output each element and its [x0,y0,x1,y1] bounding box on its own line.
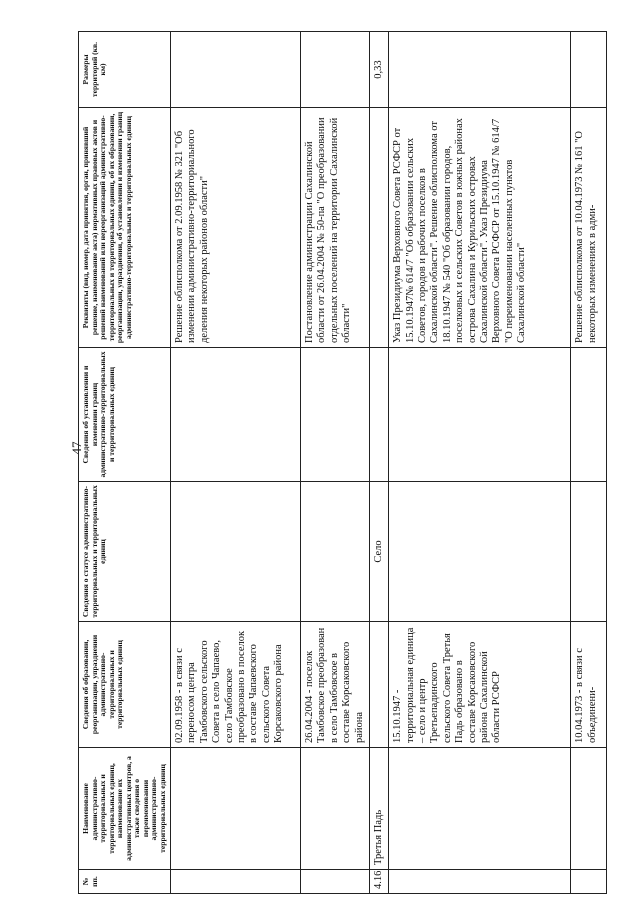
cell-area: 0,33 [369,32,388,108]
cell-acts: Решение облисполкома от 10.04.1973 № 161 "О некоторых изменениях в адми- [571,108,607,348]
cell-formation: 10.04.1973 - в связи с объединени- [571,622,607,748]
table-header-row [79,32,171,894]
cell-area [389,32,571,108]
cell-number [301,870,370,894]
cell-formation: 02.09.1958 - в связи с переносом центра Тамбовского сельского Совета в село Чапаево, село Тамбовское преобразовано в поселок в составе Чапаевского сельского Совета Корсаковского района [171,622,301,748]
header-formation: Сведения об образовании, реорганизации, упразднении административно-территориальных и территориальных единиц [79,622,171,748]
rotated-table-container [78,32,608,894]
territorial-units-table [78,31,607,894]
header-status: Сведения о статусе административно-территориальных и территориальных единиц [79,482,171,622]
cell-area [171,32,301,108]
cell-acts [369,108,388,348]
header-acts: Реквизиты (вид, номер, дата принятия, орган, принявший решение, наименование акта) нормативных правовых актов и решений наименований или нереорганизаций административно-территориальных и территориальных единиц, об их образовании, реорганизации, упразднении, об установлении и изменении границ административно-территориальных и территориальных единиц [79,108,171,348]
cell-borders [301,348,370,482]
cell-number [389,870,571,894]
header-borders: Сведения об установлении и изменении границ административно-территориальных и территориальных единиц [79,348,171,482]
table-row [369,32,388,894]
cell-name [301,748,370,870]
table-row [301,32,370,894]
cell-name: Третья Падь [369,748,388,870]
page-number: 47 [69,441,84,455]
table-row [171,32,301,894]
cell-number [571,870,607,894]
header-number: № пп. [79,870,171,894]
cell-name [389,748,571,870]
document-page [78,32,608,894]
cell-borders [389,348,571,482]
cell-area [301,32,370,108]
cell-status [171,482,301,622]
cell-area [571,32,607,108]
cell-formation: 15.10.1947 - территориальная единица – село и центр Третьепадинского сельского Совета Третья Падь образовано в составе Корсаковского района Сахалинской области РСФСР [389,622,571,748]
cell-name [171,748,301,870]
cell-borders [571,348,607,482]
cell-borders [369,348,388,482]
cell-number: 4.16 [369,870,388,894]
cell-name [571,748,607,870]
cell-formation: 26.04.2004 - поселок Тамбовское преобразован в село Тамбовское в составе Корсаковского района [301,622,370,748]
cell-acts: Указ Президиума Верховного Совета РСФСР от 15.10.1947№ 614/7 "Об образовании сельских Советов, городов и рабочих поселков в Сахалинской области". Решение облисполкома от 18.10.1947 № 540 "Об образовании городов, поселковых и сельских Советов в южных районах острова Сахалина и Курильских островах Сахалинской области". Указ Президиума Верховного Совета РСФСР от 15.10.1947 № 614/7 "О переименовании населенных пунктов Сахалинской области" [389,108,571,348]
table-row [571,32,607,894]
cell-status [301,482,370,622]
header-area: Размеры территорий (кв. км) [79,32,171,108]
table-row [389,32,571,894]
cell-acts: Решение облисполкома от 2.09.1958 № 321 "Об изменении административно-территориального деления некоторых районов области" [171,108,301,348]
cell-acts: Постановление администрации Сахалинской области от 26.04.2004 № 50-па "О преобразовании отдельных поселений на территории Сахалинской области" [301,108,370,348]
cell-formation [369,622,388,748]
cell-status [389,482,571,622]
cell-status: Село [369,482,388,622]
cell-status [571,482,607,622]
header-name: Наименование административно-территориальных и территориальных единиц, наименование их административных центров, а также сведения о переименовании административно-территориальных единиц [79,748,171,870]
cell-number [171,870,301,894]
cell-borders [171,348,301,482]
